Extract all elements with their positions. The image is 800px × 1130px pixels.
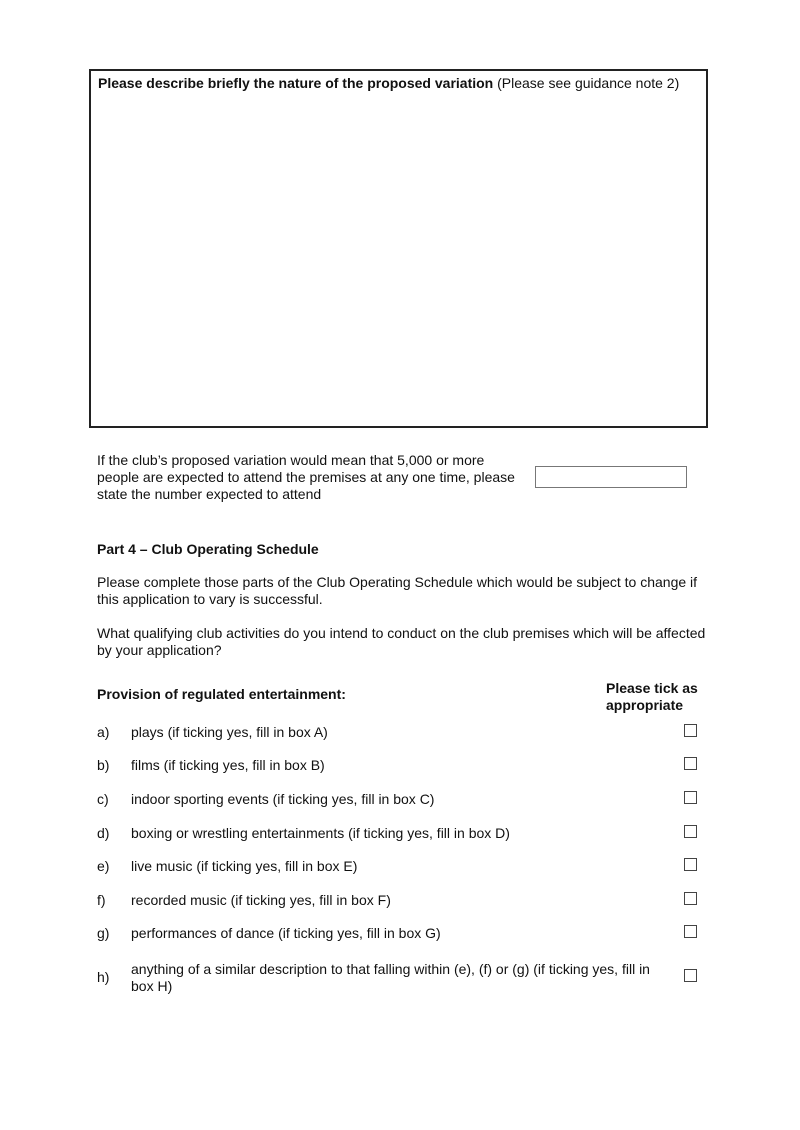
row-text: performances of dance (if ticking yes, fill in box G) [131,925,441,941]
row-text: live music (if ticking yes, fill in box E) [131,858,358,874]
checkbox-plays[interactable] [684,724,697,737]
row-letter: f) [97,892,106,908]
provision-row-b [97,757,707,781]
part4-instructions: Please complete those parts of the Club Operating Schedule which would be subject to change if this application to vary is successful. [97,574,698,607]
row-text: boxing or wrestling entertainments (if ticking yes, fill in box D) [131,825,510,841]
row-text: recorded music (if ticking yes, fill in box F) [131,892,391,908]
row-text: plays (if ticking yes, fill in box A) [131,724,328,740]
checkbox-films[interactable] [684,757,697,770]
provision-row-e [97,858,707,882]
row-text: films (if ticking yes, fill in box B) [131,757,325,773]
checkbox-recorded-music[interactable] [684,892,697,905]
variation-label: Please describe briefly the nature of the proposed variation (Please see guidance note 2) [98,75,680,91]
variation-description-field[interactable] [89,69,708,428]
row-text: indoor sporting events (if ticking yes, fill in box C) [131,791,435,807]
checkbox-indoor-sporting[interactable] [684,791,697,804]
provision-heading: Provision of regulated entertainment: [97,686,346,702]
checkbox-live-music[interactable] [684,858,697,871]
attendance-question: If the club’s proposed variation would mean that 5,000 or more people are expected to attend the premises at any one time, please state the number expected to attend [97,452,515,502]
provision-row-a [97,724,707,748]
row-letter: e) [97,858,110,874]
row-letter: c) [97,791,109,807]
row-letter: d) [97,825,110,841]
row-text: anything of a similar description to that falling within (e), (f) or (g) (if ticking yes, fill in box H) [131,961,650,994]
part4-question: What qualifying club activities do you intend to conduct on the club premises which will be affected by your application? [97,625,706,658]
row-letter: b) [97,757,110,773]
row-letter: g) [97,925,110,941]
tick-column-heading: Please tick as appropriate [606,680,698,713]
row-letter: a) [97,724,110,740]
attendance-number-input[interactable] [535,466,687,488]
provision-row-f [97,892,707,916]
checkbox-similar-description[interactable] [684,969,697,982]
checkbox-dance[interactable] [684,925,697,938]
provision-row-g [97,925,707,949]
provision-row-c [97,791,707,815]
checkbox-boxing-wrestling[interactable] [684,825,697,838]
part4-title: Part 4 – Club Operating Schedule [97,541,319,557]
row-letter: h) [97,969,110,985]
provision-row-h [97,961,707,1001]
provision-row-d [97,825,707,849]
